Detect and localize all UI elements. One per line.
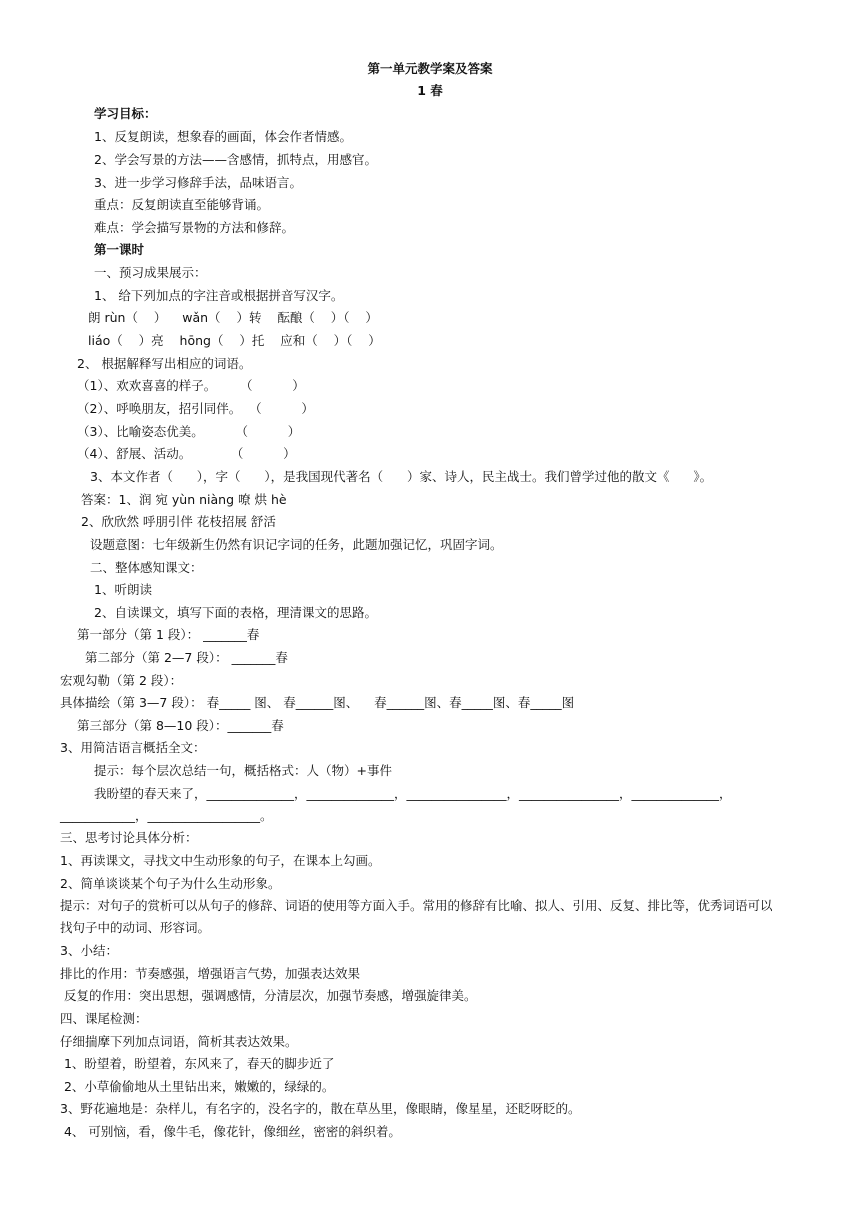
section-4-item-3: 3、野花遍地是：杂样儿，有名字的，没名字的，散在草丛里，像眼睛，像星星，还眨呀眨的。 xyxy=(60,1101,581,1116)
section-2-heading: 二、整体感知课文： xyxy=(90,560,203,575)
section-3-item-1: 1、再读课文，寻找文中生动形象的句子，在课本上勾画。 xyxy=(60,853,381,868)
section-3-item-2: 2、简单谈谈某个句子为什么生动形象。 xyxy=(60,876,281,891)
section-4-item-2: 2、小草偷偷地从土里钻出来，嫩嫩的，绿绿的。 xyxy=(60,1079,335,1094)
objective-1: 1、反复朗读，想象春的画面，体会作者情感。 xyxy=(94,129,352,144)
hint-1: 提示：每个层次总结一句，概括格式：人（物）+事件 xyxy=(94,763,392,778)
objective-2: 2、学会写景的方法——含感情，抓特点，用感官。 xyxy=(94,152,377,167)
objective-3: 3、进一步学习修辞手法，品味语言。 xyxy=(94,175,302,190)
question-2-item-1: （1）、欢欢喜喜的样子。 （ ） xyxy=(77,378,305,393)
question-1-line-1: 朗 rùn（ ） wǎn（ ）转 酝酿（ ）（ ） xyxy=(88,310,378,325)
part-1: 第一部分（第 1 段）： _______春 xyxy=(77,627,260,642)
hint-2-line-1: 提示：对句子的赏析可以从句子的修辞、词语的使用等方面入手。常用的修辞有比喻、拟人、引用、反复、排比等，优秀词语可以 xyxy=(60,898,773,913)
key-point: 重点：反复朗读直至能够背诵。 xyxy=(94,197,270,212)
period-heading: 第一课时 xyxy=(94,242,145,257)
part-3: 第三部分（第 8—10 段）：_______春 xyxy=(77,718,284,733)
answer-1: 答案：1、润 宛 yùn niàng 嘹 烘 hè xyxy=(81,492,287,507)
section-2-item-2: 2、自读课文，填写下面的表格，理清课文的思路。 xyxy=(94,605,377,620)
question-3: 3、本文作者（ ），字（ ），是我国现代著名（ ）家、诗人，民主战士。我们曾学过他的散文《 》。 xyxy=(90,469,713,484)
section-4-item-1: 1、盼望着，盼望着，东风来了，春天的脚步近了 xyxy=(60,1056,335,1071)
question-2-item-2: （2）、呼唤朋友，招引同伴。 （ ） xyxy=(77,401,314,416)
question-2-item-4: （4）、舒展、活动。 （ ） xyxy=(77,446,296,461)
section-4-heading: 四、课尾检测： xyxy=(60,1011,148,1026)
lesson-title: 1 春 xyxy=(417,83,443,98)
question-2-item-3: （3）、比喻姿态优美。 （ ） xyxy=(77,424,301,439)
parallelism-effect: 排比的作用：节奏感强，增强语言气势，加强表达效果 xyxy=(60,966,361,981)
summary-blank-line-1: 我盼望的春天来了，______________，______________，________________，________________，______________， xyxy=(94,786,732,801)
hint-2-line-2: 找句子中的动词、形容词。 xyxy=(60,920,211,935)
macro-outline: 宏观勾勒（第 2 段）： xyxy=(60,673,183,688)
section-3-heading: 三、思考讨论具体分析： xyxy=(60,830,198,845)
answer-2: 2、欣欣然 呼朋引伴 花枝招展 舒活 xyxy=(81,514,276,529)
document-title: 第一单元教学案及答案 xyxy=(367,61,493,76)
detail-outline: 具体描绘（第 3—7 段）： 春_____ 图、 春______图、 春______图、春_____图、春_____图 xyxy=(60,695,575,710)
design-intent: 设题意图：七年级新生仍然有识记字词的任务，此题加强记忆，巩固字词。 xyxy=(90,537,503,552)
repetition-effect: 反复的作用：突出思想，强调感情，分清层次，加强节奏感，增强旋律美。 xyxy=(60,988,477,1003)
difficulty: 难点：学会描写景物的方法和修辞。 xyxy=(94,220,295,235)
question-1: 1、 给下列加点的字注音或根据拼音写汉字。 xyxy=(94,288,344,303)
summary-blank-line-2: ____________，__________________。 xyxy=(60,808,273,823)
question-1-line-2: liáo（ ）亮 hōng（ ）托 应和（ ）（ ） xyxy=(88,333,381,348)
section-2-item-3: 3、用简洁语言概括全文： xyxy=(60,740,206,755)
part-2: 第二部分（第 2—7 段）： _______春 xyxy=(85,650,288,665)
objectives-heading: 学习目标： xyxy=(94,106,157,121)
section-2-item-1: 1、听朗读 xyxy=(94,582,152,597)
section-1-heading: 一、预习成果展示： xyxy=(94,265,207,280)
section-3-item-3: 3、小结： xyxy=(60,943,118,958)
section-4-intro: 仔细揣摩下列加点词语，简析其表达效果。 xyxy=(60,1034,298,1049)
question-2: 2、 根据解释写出相应的词语。 xyxy=(77,356,252,371)
section-4-item-4: 4、 可别恼，看，像牛毛，像花针，像细丝，密密的斜织着。 xyxy=(60,1124,401,1139)
